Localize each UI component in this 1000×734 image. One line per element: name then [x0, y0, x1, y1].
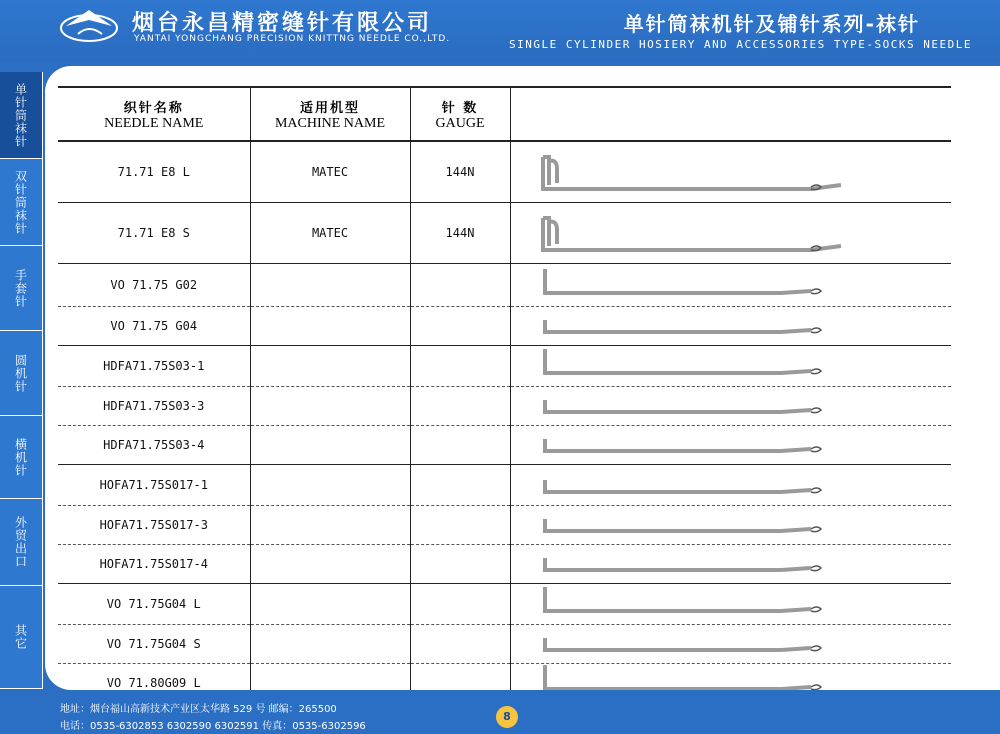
machine-name-cell — [250, 664, 410, 691]
gauge-cell — [410, 584, 510, 625]
page-number: 8 — [496, 706, 518, 728]
gauge-cell: 144N — [410, 203, 510, 264]
table-row — [58, 141, 951, 203]
needle-drawing — [511, 545, 951, 580]
table-row — [58, 307, 951, 346]
header-gauge-en: GAUGE — [435, 115, 485, 131]
footer-address: 地址：烟台福山高新技术产业区太华路 529 号 邮编：265500 — [60, 704, 337, 715]
machine-name-cell — [250, 584, 410, 625]
table-header-row — [58, 87, 951, 141]
category-sidebar — [0, 72, 42, 688]
header-needle-image — [510, 87, 951, 141]
machine-name-cell — [250, 465, 410, 506]
needle-hook — [811, 369, 821, 374]
company-name-en: YANTAI YONGCHANG PRECISION KNITTNG NEEDLE CO.,LTD. — [134, 34, 451, 44]
needle-hook — [811, 566, 821, 571]
needle-hook — [811, 447, 821, 452]
needle-name-cell: VO 71.80G09 L — [58, 664, 250, 691]
table-row — [58, 506, 951, 545]
needle-image-cell — [510, 307, 951, 346]
needle-hook — [811, 685, 821, 690]
sidebar-tab-other[interactable]: 其它 — [0, 586, 43, 689]
needle-image-cell — [510, 625, 951, 664]
needle-shape — [545, 665, 811, 689]
needle-hook — [811, 328, 821, 333]
needle-name-cell: VO 71.75G04 S — [58, 625, 250, 664]
machine-name-cell — [250, 625, 410, 664]
gauge-cell — [410, 426, 510, 465]
needle-image-cell — [510, 465, 951, 506]
needle-name-cell: HOFA71.75S017-3 — [58, 506, 250, 545]
header-needle-name-cn: 织针名称 — [123, 100, 184, 116]
sidebar-tab-export[interactable]: 外贸出口 — [0, 499, 43, 586]
needle-name-cell: VO 71.75 G02 — [58, 264, 250, 307]
needle-hook — [811, 527, 821, 532]
needle-shape — [543, 157, 841, 189]
header-needle-name — [58, 87, 250, 141]
needle-shape — [545, 400, 811, 412]
needle-image-cell — [510, 264, 951, 307]
needle-drawing — [511, 426, 951, 461]
needle-image-cell — [510, 506, 951, 545]
table-row — [58, 264, 951, 307]
needle-drawing — [511, 203, 951, 260]
gauge-cell — [410, 346, 510, 387]
needle-shape — [545, 587, 811, 611]
header-machine-name-cn: 适用机型 — [299, 100, 360, 116]
catalog-panel — [45, 66, 1000, 690]
page-header — [0, 0, 1000, 62]
table-row — [58, 465, 951, 506]
gauge-cell — [410, 307, 510, 346]
machine-name-cell — [250, 387, 410, 426]
needle-name-cell: HOFA71.75S017-4 — [58, 545, 250, 584]
needle-name-cell: 71.71 E8 S — [58, 203, 250, 264]
needle-image-cell — [510, 664, 951, 691]
header-gauge-cn: 针 数 — [441, 100, 479, 116]
needle-name-cell: HDFA71.75S03-4 — [58, 426, 250, 465]
machine-name-cell: MATEC — [250, 203, 410, 264]
gauge-cell: 144N — [410, 141, 510, 203]
table-row — [58, 203, 951, 264]
machine-name-cell: MATEC — [250, 141, 410, 203]
table-row — [58, 426, 951, 465]
header-machine-name — [250, 87, 410, 141]
sidebar-tab-flat[interactable]: 横机针 — [0, 416, 43, 499]
table-body — [58, 141, 951, 690]
gauge-cell — [410, 387, 510, 426]
needle-image-cell — [510, 203, 951, 264]
needle-hook — [811, 646, 821, 651]
machine-name-cell — [250, 545, 410, 584]
needle-drawing — [511, 142, 951, 199]
series-title-cn: 单针筒袜机针及铺针系列-袜针 — [623, 12, 920, 36]
needle-drawing — [511, 346, 951, 383]
needle-name-cell: VO 71.75G04 L — [58, 584, 250, 625]
sidebar-tab-single-cylinder[interactable]: 单针筒袜针 — [0, 72, 43, 159]
needle-hook — [811, 607, 821, 612]
machine-name-cell — [250, 506, 410, 545]
machine-name-cell — [250, 264, 410, 307]
needle-image-cell — [510, 141, 951, 203]
table-row — [58, 545, 951, 584]
needle-shape — [545, 349, 811, 373]
needle-name-cell: 71.71 E8 L — [58, 141, 250, 203]
table-row — [58, 584, 951, 625]
machine-name-cell — [250, 426, 410, 465]
needle-image-cell — [510, 346, 951, 387]
needle-shape — [545, 439, 811, 451]
needle-name-cell: HDFA71.75S03-1 — [58, 346, 250, 387]
gauge-cell — [410, 625, 510, 664]
needle-name-cell: HOFA71.75S017-1 — [58, 465, 250, 506]
needle-drawing — [511, 307, 951, 342]
needle-image-cell — [510, 545, 951, 584]
needle-hook — [811, 488, 821, 493]
sidebar-tab-glove[interactable]: 手套针 — [0, 246, 43, 331]
needle-drawing — [511, 625, 951, 660]
gauge-cell — [410, 545, 510, 584]
page-footer — [0, 694, 1000, 734]
needle-image-cell — [510, 584, 951, 625]
header-needle-name-en: NEEDLE NAME — [104, 115, 204, 131]
needle-drawing — [511, 584, 951, 621]
needle-shape — [545, 480, 811, 492]
machine-name-cell — [250, 307, 410, 346]
header-machine-name-en: MACHINE NAME — [274, 115, 386, 131]
needle-shape — [545, 558, 811, 570]
sidebar-tab-double-cylinder[interactable]: 双针筒袜针 — [0, 159, 43, 246]
needle-shape — [545, 519, 811, 531]
needle-image-cell — [510, 426, 951, 465]
needle-name-cell: HDFA71.75S03-3 — [58, 387, 250, 426]
table-row — [58, 625, 951, 664]
needle-hook — [811, 289, 821, 294]
machine-name-cell — [250, 346, 410, 387]
company-logo — [58, 4, 120, 44]
table-row — [58, 664, 951, 691]
needle-drawing — [511, 664, 951, 690]
sidebar-tab-circular[interactable]: 圆机针 — [0, 331, 43, 416]
footer-phone: 电话：0535-6302853 6302590 6302591 传真：0535-6302596 — [60, 721, 366, 732]
needle-drawing — [511, 264, 951, 303]
gauge-cell — [410, 465, 510, 506]
gauge-cell — [410, 506, 510, 545]
gauge-cell — [410, 664, 510, 691]
needle-drawing — [511, 506, 951, 541]
header-gauge — [410, 87, 510, 141]
needle-drawing — [511, 387, 951, 422]
needle-drawing — [511, 465, 951, 502]
needle-shape — [543, 218, 841, 250]
needle-shape — [545, 320, 811, 332]
series-title-en: SINGLE CYLINDER HOSIERY AND ACCESSORIES TYPE-SOCKS NEEDLE — [509, 38, 972, 51]
company-name-cn: 烟台永昌精密缝针有限公司 — [132, 10, 433, 36]
table-row — [58, 346, 951, 387]
needle-image-cell — [510, 387, 951, 426]
needle-shape — [545, 269, 811, 293]
gauge-cell — [410, 264, 510, 307]
table-row — [58, 387, 951, 426]
needle-name-cell: VO 71.75 G04 — [58, 307, 250, 346]
needle-shape — [545, 638, 811, 650]
needle-table — [58, 86, 951, 690]
needle-hook — [811, 408, 821, 413]
